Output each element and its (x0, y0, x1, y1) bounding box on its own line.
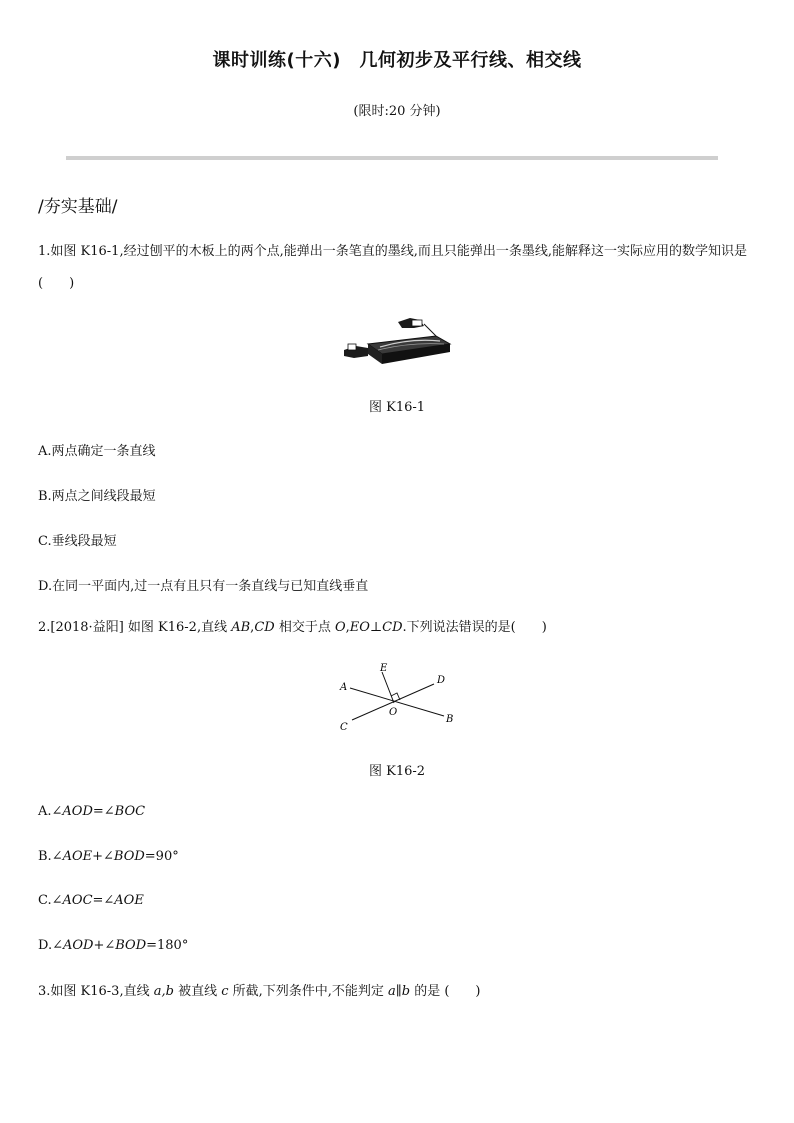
question-2-suffix: .下列说法错误的是( ) (402, 620, 547, 635)
label-b: B (446, 714, 454, 725)
question-2-line-cd: CD (254, 620, 275, 635)
question-1-option-b: B.两点之间线段最短 (38, 489, 156, 504)
question-2-option-c (38, 893, 144, 908)
question-1-option-d: D.在同一平面内,过一点有且只有一条直线与已知直线垂直 (38, 579, 369, 594)
label-o: O (389, 707, 398, 718)
option-b-expr: ∠AOE+∠BOD (51, 849, 145, 864)
option-c-prefix: C. (38, 893, 52, 908)
label-e: E (380, 663, 388, 674)
question-2-comma2: , (345, 620, 350, 635)
label-a: A (340, 682, 348, 693)
question-3-prefix: 3.如图 K16-3,直线 (38, 984, 154, 999)
question-2-mid: 相交于点 (274, 620, 335, 635)
figure-k16-2-intersecting-lines-diagram (330, 660, 464, 736)
question-3-text (38, 976, 760, 1008)
figure-k16-1-caption: 图 K16-1 (368, 400, 426, 415)
label-c: C (340, 722, 348, 733)
option-b-rest: =90° (144, 849, 179, 864)
option-b-prefix: B. (38, 849, 52, 864)
divider (66, 156, 718, 160)
question-2-eo: EO (349, 620, 370, 635)
question-2-option-d (38, 938, 188, 953)
section-heading: /夯实基础/ (38, 197, 118, 217)
label-d: D (437, 675, 446, 686)
option-a-expr: ∠AOD=∠BOC (51, 804, 146, 819)
question-3-mid2: 所截,下列条件中,不能判定 (228, 984, 389, 999)
question-1-option-c: C.垂线段最短 (38, 534, 117, 549)
figure-k16-1-wood-board-illustration (340, 314, 456, 370)
question-2-point-o: O (334, 620, 346, 635)
question-2-prefix: 2.[2018·益阳] 如图 K16-2,直线 (38, 620, 232, 635)
option-d-rest: =180° (146, 938, 189, 953)
question-2-cd: CD (382, 620, 403, 635)
page-title: 课时训练(十六) 几何初步及平行线、相交线 (212, 50, 582, 71)
question-3-vars: a,b (153, 984, 174, 999)
question-2-comma: , (250, 620, 255, 635)
option-c-expr: ∠AOC=∠AOE (51, 893, 144, 908)
question-2-line-ab: AB (231, 620, 251, 635)
time-limit: (限时:20 分钟) (353, 104, 441, 119)
question-3-suffix: 的是 ( ) (410, 984, 481, 999)
option-a-prefix: A. (38, 804, 52, 819)
question-1-text: 1.如图 K16-1,经过刨平的木板上的两个点,能弹出一条笔直的墨线,而且只能弹出一条墨线,能解释这一实际应用的数学知识是 ( ) (38, 244, 760, 291)
question-2-text (38, 612, 760, 644)
option-d-prefix: D. (38, 938, 53, 953)
question-3-parallel: a∥b (388, 984, 411, 999)
figure-k16-2-caption: 图 K16-2 (368, 764, 426, 779)
question-2-option-b (38, 849, 179, 864)
question-3-mid: 被直线 (173, 984, 222, 999)
question-2-perp-symbol: ⊥ (369, 620, 383, 635)
question-1-option-a: A.两点确定一条直线 (38, 444, 156, 459)
question-2-option-a (38, 804, 145, 819)
question-3-var-c: c (221, 984, 229, 999)
option-d-expr: ∠AOD+∠BOD (52, 938, 147, 953)
